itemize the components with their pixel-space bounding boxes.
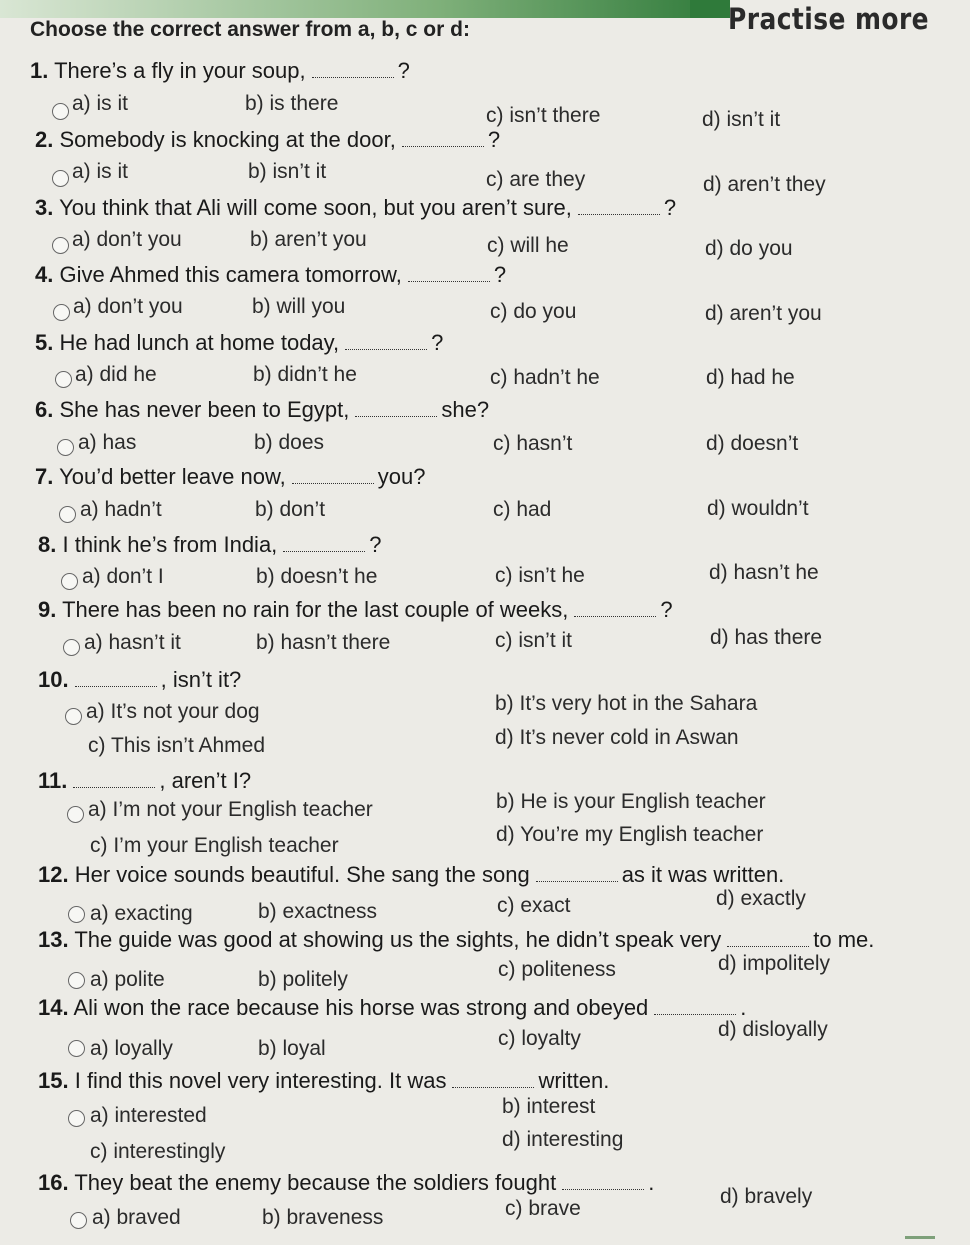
answer-blank[interactable] xyxy=(654,1002,736,1015)
option-a[interactable]: a) hasn’t it xyxy=(84,631,181,654)
question-suffix: written. xyxy=(538,1068,610,1093)
question-10 xyxy=(38,667,241,693)
question-number: 15. xyxy=(38,1068,69,1093)
question-text: There’s a fly in your soup, xyxy=(54,58,306,83)
question-suffix: , aren’t I? xyxy=(159,768,252,793)
option-b[interactable]: b) interest xyxy=(502,1095,596,1118)
question-text: Her voice sounds beautiful. She sang the song xyxy=(74,862,530,887)
question-suffix: . xyxy=(740,995,747,1020)
question-11 xyxy=(38,768,251,794)
question-number: 16. xyxy=(38,1170,69,1195)
option-b[interactable]: b) loyal xyxy=(258,1037,326,1060)
radio-button[interactable] xyxy=(67,806,84,823)
option-b[interactable]: b) aren’t you xyxy=(250,228,367,251)
question-3 xyxy=(35,195,676,221)
answer-blank[interactable] xyxy=(452,1075,534,1088)
question-text: The guide was good at showing us the sights, he didn’t speak very xyxy=(74,927,722,952)
page-title: Practise more xyxy=(728,2,930,36)
option-c[interactable]: c) isn’t there xyxy=(486,104,601,127)
page-corner-mark xyxy=(905,1236,935,1239)
question-number: 5. xyxy=(35,330,54,355)
option-c[interactable]: c) isn’t it xyxy=(495,629,573,652)
option-b[interactable]: b) hasn’t there xyxy=(256,631,391,654)
question-4 xyxy=(35,262,506,288)
answer-blank[interactable] xyxy=(355,404,437,417)
answer-blank[interactable] xyxy=(283,539,365,552)
option-a[interactable]: a) has xyxy=(78,431,137,454)
question-number: 7. xyxy=(35,464,54,489)
option-a[interactable]: a) I’m not your English teacher xyxy=(88,798,373,821)
option-d[interactable]: d) disloyally xyxy=(718,1018,828,1041)
option-d[interactable]: d) isn’t it xyxy=(702,108,781,131)
option-a[interactable]: a) is it xyxy=(72,92,129,115)
option-d[interactable]: d) aren’t they xyxy=(703,173,826,196)
question-suffix: as it was written. xyxy=(621,862,785,887)
question-text: Somebody is knocking at the door, xyxy=(59,127,396,152)
option-d[interactable]: d) doesn’t xyxy=(706,432,799,455)
radio-button[interactable] xyxy=(52,103,69,120)
option-a[interactable]: a) braved xyxy=(92,1206,181,1229)
option-a[interactable]: a) did he xyxy=(75,363,157,386)
option-c[interactable]: c) exact xyxy=(497,894,571,917)
instruction-text: Choose the correct answer from a, b, c or d: xyxy=(30,18,470,41)
option-b[interactable]: b) He is your English teacher xyxy=(496,790,766,813)
question-suffix: ? xyxy=(660,597,673,622)
radio-button[interactable] xyxy=(70,1212,87,1229)
option-b[interactable]: b) will you xyxy=(252,295,346,318)
answer-blank[interactable] xyxy=(574,604,656,617)
answer-blank[interactable] xyxy=(75,674,157,687)
option-b[interactable]: b) braveness xyxy=(262,1206,384,1229)
option-c[interactable]: c) I’m your English teacher xyxy=(90,834,339,857)
question-text: There has been no rain for the last couple of weeks, xyxy=(62,597,569,622)
option-c[interactable]: c) loyalty xyxy=(498,1027,581,1050)
question-text: You think that Ali will come soon, but you aren’t sure, xyxy=(59,195,572,220)
radio-button[interactable] xyxy=(68,1040,85,1057)
option-d[interactable]: d) had he xyxy=(706,366,795,389)
radio-button[interactable] xyxy=(59,506,76,523)
option-c[interactable]: c) will he xyxy=(487,234,569,257)
question-number: 2. xyxy=(35,127,54,152)
radio-button[interactable] xyxy=(68,1110,85,1127)
option-b[interactable]: b) don’t xyxy=(255,498,326,521)
question-number: 3. xyxy=(35,195,54,220)
option-b[interactable]: b) It’s very hot in the Sahara xyxy=(495,692,758,715)
option-b[interactable]: b) politely xyxy=(258,968,348,991)
option-c[interactable]: c) brave xyxy=(505,1197,581,1220)
radio-button[interactable] xyxy=(55,371,72,388)
option-d[interactable]: d) You’re my English teacher xyxy=(496,823,764,846)
question-number: 13. xyxy=(38,927,69,952)
option-a[interactable]: a) exacting xyxy=(90,902,193,925)
option-b[interactable]: b) isn’t it xyxy=(248,160,327,183)
question-15 xyxy=(38,1068,609,1094)
option-c[interactable]: c) isn’t he xyxy=(495,564,585,587)
question-suffix: . xyxy=(648,1170,655,1195)
question-suffix: ? xyxy=(369,532,382,557)
question-6 xyxy=(35,397,489,423)
question-8 xyxy=(38,532,382,558)
question-number: 4. xyxy=(35,262,54,287)
option-b[interactable]: b) didn’t he xyxy=(253,363,357,386)
question-text: Give Ahmed this camera tomorrow, xyxy=(59,262,402,287)
radio-button[interactable] xyxy=(61,573,78,590)
radio-button[interactable] xyxy=(65,708,82,725)
option-d[interactable]: d) impolitely xyxy=(718,952,831,975)
option-c[interactable]: c) are they xyxy=(486,168,586,191)
question-number: 6. xyxy=(35,397,54,422)
option-d[interactable]: d) wouldn’t xyxy=(707,497,809,520)
option-a[interactable]: a) hadn’t xyxy=(80,498,162,521)
answer-blank[interactable] xyxy=(578,202,660,215)
header-bar xyxy=(0,0,730,18)
answer-blank[interactable] xyxy=(312,65,394,78)
header-bar-accent xyxy=(690,0,730,18)
option-a[interactable]: a) It’s not your dog xyxy=(86,700,260,723)
question-9 xyxy=(38,597,673,623)
question-suffix: to me. xyxy=(813,927,875,952)
radio-button[interactable] xyxy=(57,439,74,456)
question-13 xyxy=(38,927,874,953)
question-suffix: you? xyxy=(377,464,426,489)
option-a[interactable]: a) interested xyxy=(90,1104,207,1127)
question-suffix: ? xyxy=(431,330,444,355)
option-b[interactable]: b) doesn’t he xyxy=(256,565,378,588)
question-suffix: ? xyxy=(493,262,507,287)
option-c[interactable]: c) do you xyxy=(490,300,577,323)
question-2 xyxy=(35,127,500,153)
question-number: 1. xyxy=(30,58,49,83)
option-d[interactable]: d) hasn’t he xyxy=(709,561,819,584)
answer-blank[interactable] xyxy=(727,934,809,947)
option-d[interactable]: d) interesting xyxy=(502,1128,624,1151)
question-text: They beat the enemy because the soldiers fought xyxy=(74,1170,557,1195)
question-suffix: ? xyxy=(663,195,677,220)
option-a[interactable]: a) don’t I xyxy=(82,565,164,588)
option-c[interactable]: c) hadn’t he xyxy=(490,366,600,389)
radio-button[interactable] xyxy=(52,170,69,187)
option-d[interactable]: d) has there xyxy=(710,626,823,649)
question-text: I find this novel very interesting. It was xyxy=(74,1068,447,1093)
question-number: 12. xyxy=(38,862,69,887)
question-1 xyxy=(30,58,410,84)
question-number: 10. xyxy=(38,667,69,692)
option-b[interactable]: b) exactness xyxy=(258,900,378,923)
answer-blank[interactable] xyxy=(73,775,155,788)
question-number: 14. xyxy=(38,995,69,1020)
option-c[interactable]: c) had xyxy=(493,498,552,521)
radio-button[interactable] xyxy=(68,972,85,989)
question-number: 8. xyxy=(38,532,57,557)
radio-button[interactable] xyxy=(68,906,85,923)
question-text: He had lunch at home today, xyxy=(59,330,340,355)
answer-blank[interactable] xyxy=(292,471,374,484)
option-a[interactable]: a) polite xyxy=(90,968,165,991)
option-c[interactable]: c) This isn’t Ahmed xyxy=(88,734,266,757)
question-16 xyxy=(38,1170,654,1196)
option-a[interactable]: a) loyally xyxy=(90,1037,173,1060)
question-suffix: she? xyxy=(441,397,490,422)
answer-blank[interactable] xyxy=(402,134,484,147)
question-number: 9. xyxy=(38,597,57,622)
option-a[interactable]: a) is it xyxy=(72,160,129,183)
question-text: I think he’s from India, xyxy=(62,532,278,557)
radio-button[interactable] xyxy=(63,639,80,656)
option-d[interactable]: d) aren’t you xyxy=(705,302,822,325)
option-b[interactable]: b) does xyxy=(254,431,325,454)
answer-blank[interactable] xyxy=(562,1177,644,1190)
question-14 xyxy=(38,995,746,1021)
option-d[interactable]: d) It’s never cold in Aswan xyxy=(495,726,739,749)
question-suffix: ? xyxy=(397,58,410,83)
option-c[interactable]: c) interestingly xyxy=(90,1140,226,1163)
answer-blank[interactable] xyxy=(345,337,427,350)
option-d[interactable]: d) do you xyxy=(705,237,793,260)
option-d[interactable]: d) exactly xyxy=(716,887,806,910)
option-b[interactable]: b) is there xyxy=(245,92,339,115)
option-a[interactable]: a) don’t you xyxy=(72,228,182,251)
question-suffix: ? xyxy=(487,127,501,152)
question-suffix: , isn’t it? xyxy=(160,667,242,692)
answer-blank[interactable] xyxy=(536,869,618,882)
option-a[interactable]: a) don’t you xyxy=(73,295,183,318)
question-7 xyxy=(35,464,426,490)
question-12 xyxy=(38,862,784,888)
question-5 xyxy=(35,330,443,356)
option-c[interactable]: c) hasn’t xyxy=(493,432,573,455)
question-number: 11. xyxy=(38,768,68,793)
option-d[interactable]: d) bravely xyxy=(720,1185,813,1208)
radio-button[interactable] xyxy=(52,237,69,254)
question-text: She has never been to Egypt, xyxy=(59,397,350,422)
option-c[interactable]: c) politeness xyxy=(498,958,616,981)
question-text: Ali won the race because his horse was strong and obeyed xyxy=(73,995,649,1020)
answer-blank[interactable] xyxy=(408,269,490,282)
radio-button[interactable] xyxy=(53,304,70,321)
question-text: You’d better leave now, xyxy=(59,464,286,489)
